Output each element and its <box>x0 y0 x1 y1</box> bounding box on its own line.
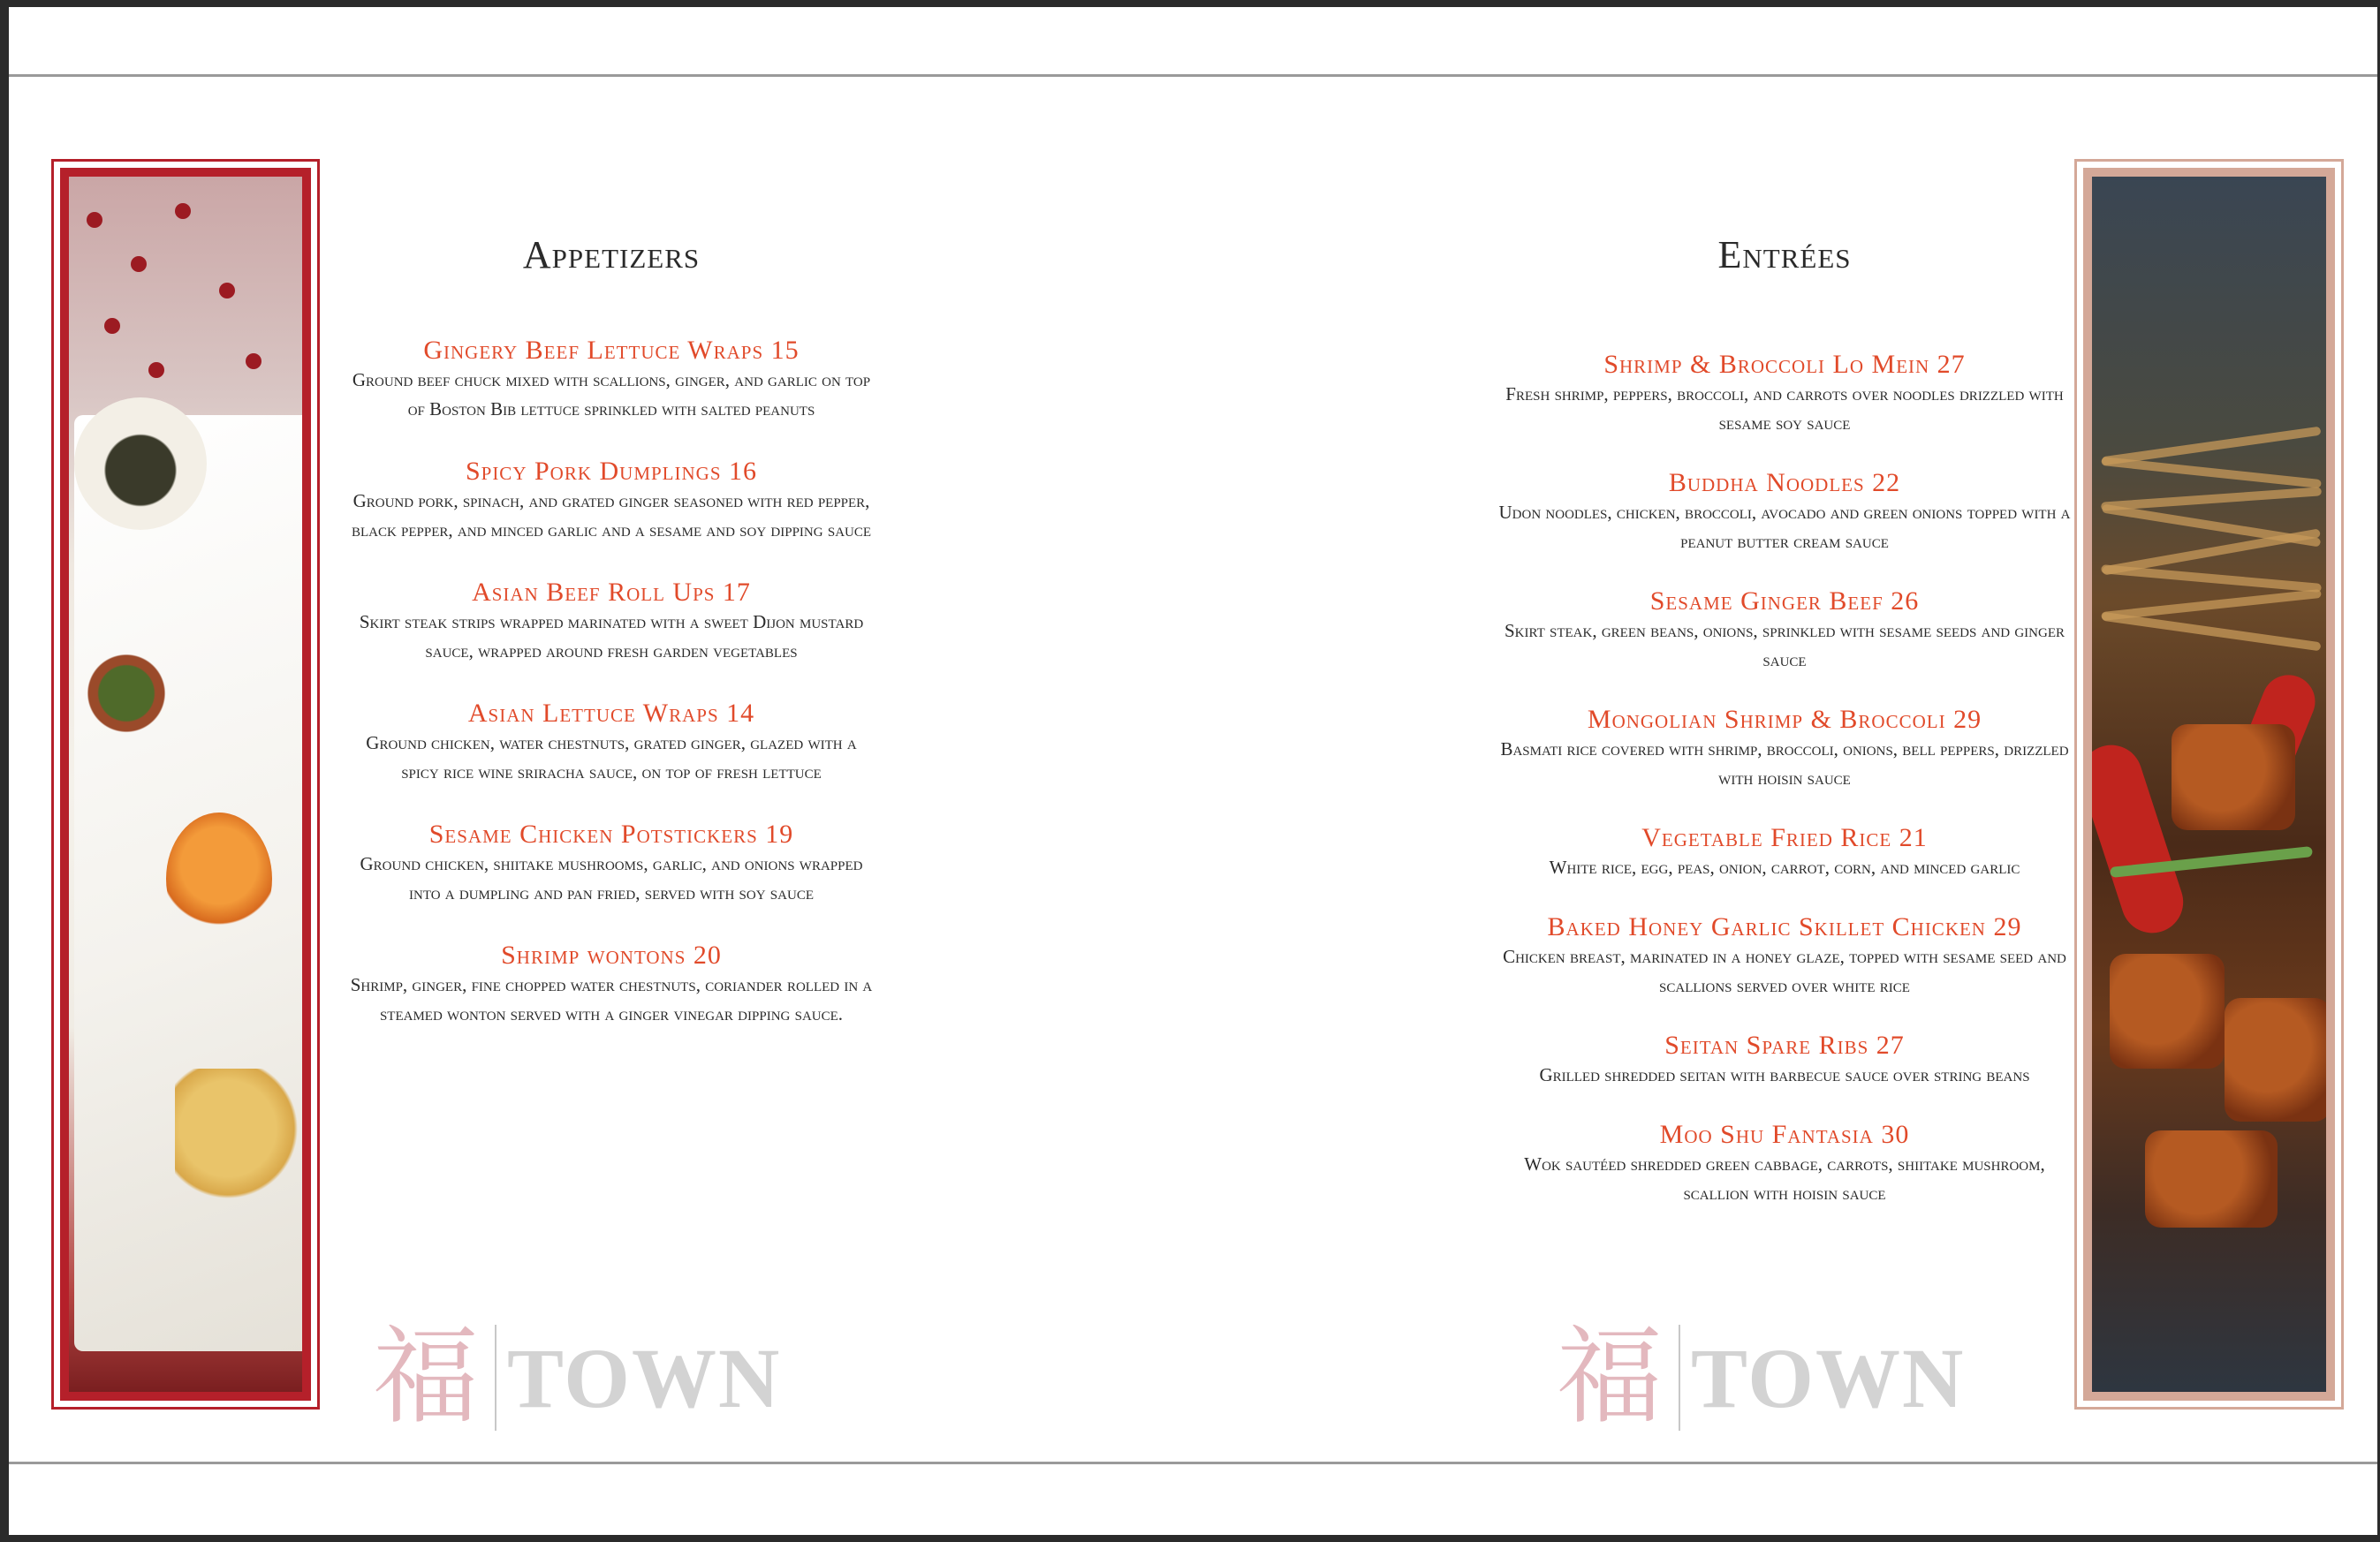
menu-item-description: Fresh shrimp, peppers, broccoli, and carrots over noodles drizzled with sesame soy sauce <box>1505 383 2064 434</box>
berry-decoration <box>131 256 147 272</box>
menu-item-name: Moo Shu Fantasia 30 <box>1659 1120 1910 1149</box>
town-logo-right <box>1557 1316 1966 1439</box>
menu-item-name: Gingery Beef Lettuce Wraps 15 <box>423 336 800 365</box>
menu-item <box>346 457 876 545</box>
menu-spread <box>9 7 2377 1535</box>
menu-item-name: Sesame Chicken Potstickers 19 <box>428 820 794 849</box>
vegetable-garnish <box>78 645 175 742</box>
menu-item-name: Sesame Ginger Beef 26 <box>1649 586 1920 616</box>
menu-item-name: Baked Honey Garlic Skillet Chicken 29 <box>1547 912 2022 941</box>
menu-item-description: Ground pork, spinach, and grated ginger seasoned with red pepper, black pepper, and minced garlic and a sesame and soy dipping sauce <box>351 490 872 540</box>
berry-decoration <box>148 362 164 378</box>
menu-item <box>346 578 876 666</box>
berry-decoration <box>104 318 120 334</box>
menu-item-description: Udon noodles, chicken, broccoli, avocado and green onions topped with a peanut butter cream sauce <box>1498 502 2071 552</box>
menu-item-description: Grilled shredded seitan with barbecue sauce over string beans <box>1539 1064 2030 1085</box>
menu-item <box>346 336 876 424</box>
menu-item-name: Seitan Spare Ribs 27 <box>1664 1031 1905 1060</box>
menu-item <box>1493 823 2076 882</box>
menu-item-description: Ground beef chuck mixed with scallions, ginger, and garlic on top of Boston Bib lettuce sprinkled with salted peanuts <box>352 369 871 420</box>
menu-item <box>1493 586 2076 675</box>
entrees-title: Entrées <box>1717 233 1852 276</box>
menu-item-name: Spicy Pork Dumplings 16 <box>465 457 758 486</box>
noodle <box>2102 612 2322 652</box>
menu-item <box>1493 1031 2076 1090</box>
glazed-chicken <box>2172 724 2295 830</box>
menu-item <box>1493 468 2076 556</box>
menu-item <box>1493 705 2076 793</box>
menu-item-description: Skirt steak strips wrapped marinated with a sweet Dijon mustard sauce, wrapped around fresh garden vegetables <box>359 611 864 661</box>
fu-character-logo: 福 <box>373 1316 479 1439</box>
small-bowl <box>74 397 207 530</box>
menu-item <box>1493 1120 2076 1208</box>
noodle <box>2101 487 2322 510</box>
berry-decoration <box>175 203 191 219</box>
menu-item-description: Shrimp, ginger, fine chopped water chestnuts, coriander rolled in a steamed wonton served with a ginger vinegar dipping sauce. <box>350 974 873 1024</box>
menu-item-description: Wok sautéed shredded green cabbage, carrots, shiitake mushroom, scallion with hoisin sauce <box>1524 1153 2045 1204</box>
menu-item-name: Shrimp wontons 20 <box>501 941 722 970</box>
menu-item-description: Ground chicken, water chestnuts, grated ginger, glazed with a spicy rice wine sriracha sauce, on top of fresh lettuce <box>366 732 857 782</box>
entree-photo-frame <box>2074 159 2344 1410</box>
menu-item <box>346 699 876 787</box>
appetizers-title: Appetizers <box>522 233 701 276</box>
glazed-chicken <box>2110 954 2225 1069</box>
menu-item-description: Ground chicken, shiitake mushrooms, garlic, and onions wrapped into a dumpling and pan fried, served with soy sauce <box>360 853 863 903</box>
menu-item-name: Vegetable Fried Rice 21 <box>1641 823 1928 852</box>
fu-character-logo: 福 <box>1557 1316 1663 1439</box>
menu-item-name: Mongolian Shrimp & Broccoli 29 <box>1587 705 1982 734</box>
fried-dumpling <box>175 1069 307 1219</box>
logo-wordmark: TOWN <box>507 1330 782 1425</box>
appetizer-food-photo <box>60 168 311 1401</box>
noodle <box>2101 564 2322 593</box>
menu-item-description: Skirt steak, green beans, onions, sprinkled with sesame seeds and ginger sauce <box>1504 620 2065 670</box>
menu-item <box>1493 350 2076 438</box>
logo-divider <box>1679 1325 1680 1431</box>
appetizers-section <box>346 214 876 1029</box>
menu-item-name: Shrimp & Broccoli Lo Mein 27 <box>1603 350 1966 379</box>
town-logo-left <box>373 1316 782 1439</box>
menu-item-description: White rice, egg, peas, onion, carrot, corn, and minced garlic <box>1549 857 2020 878</box>
entrees-section <box>1493 214 2076 1208</box>
glazed-chicken <box>2225 998 2331 1122</box>
menu-item <box>346 941 876 1029</box>
berry-decoration <box>219 283 235 299</box>
shrimp <box>166 813 272 945</box>
appetizer-photo-frame <box>51 159 320 1410</box>
menu-item-name: Asian Beef Roll Ups 17 <box>472 578 751 607</box>
glazed-chicken <box>2145 1130 2278 1228</box>
entree-food-photo <box>2083 168 2335 1401</box>
berry-decoration <box>246 353 261 369</box>
menu-item-description: Basmati rice covered with shrimp, broccoli, onions, bell peppers, drizzled with hoisin sauce <box>1500 738 2069 789</box>
bottom-divider <box>9 1462 2377 1464</box>
menu-item-name: Asian Lettuce Wraps 14 <box>467 699 755 728</box>
noodle <box>2101 457 2322 488</box>
menu-item <box>346 820 876 908</box>
top-divider <box>9 74 2377 77</box>
menu-item <box>1493 912 2076 1001</box>
logo-wordmark: TOWN <box>1691 1330 1966 1425</box>
menu-item-description: Chicken breast, marinated in a honey glaze, topped with sesame seed and scallions served over white rice <box>1503 946 2066 996</box>
logo-divider <box>495 1325 496 1431</box>
menu-item-name: Buddha Noodles 22 <box>1668 468 1901 497</box>
berry-decoration <box>87 212 102 228</box>
